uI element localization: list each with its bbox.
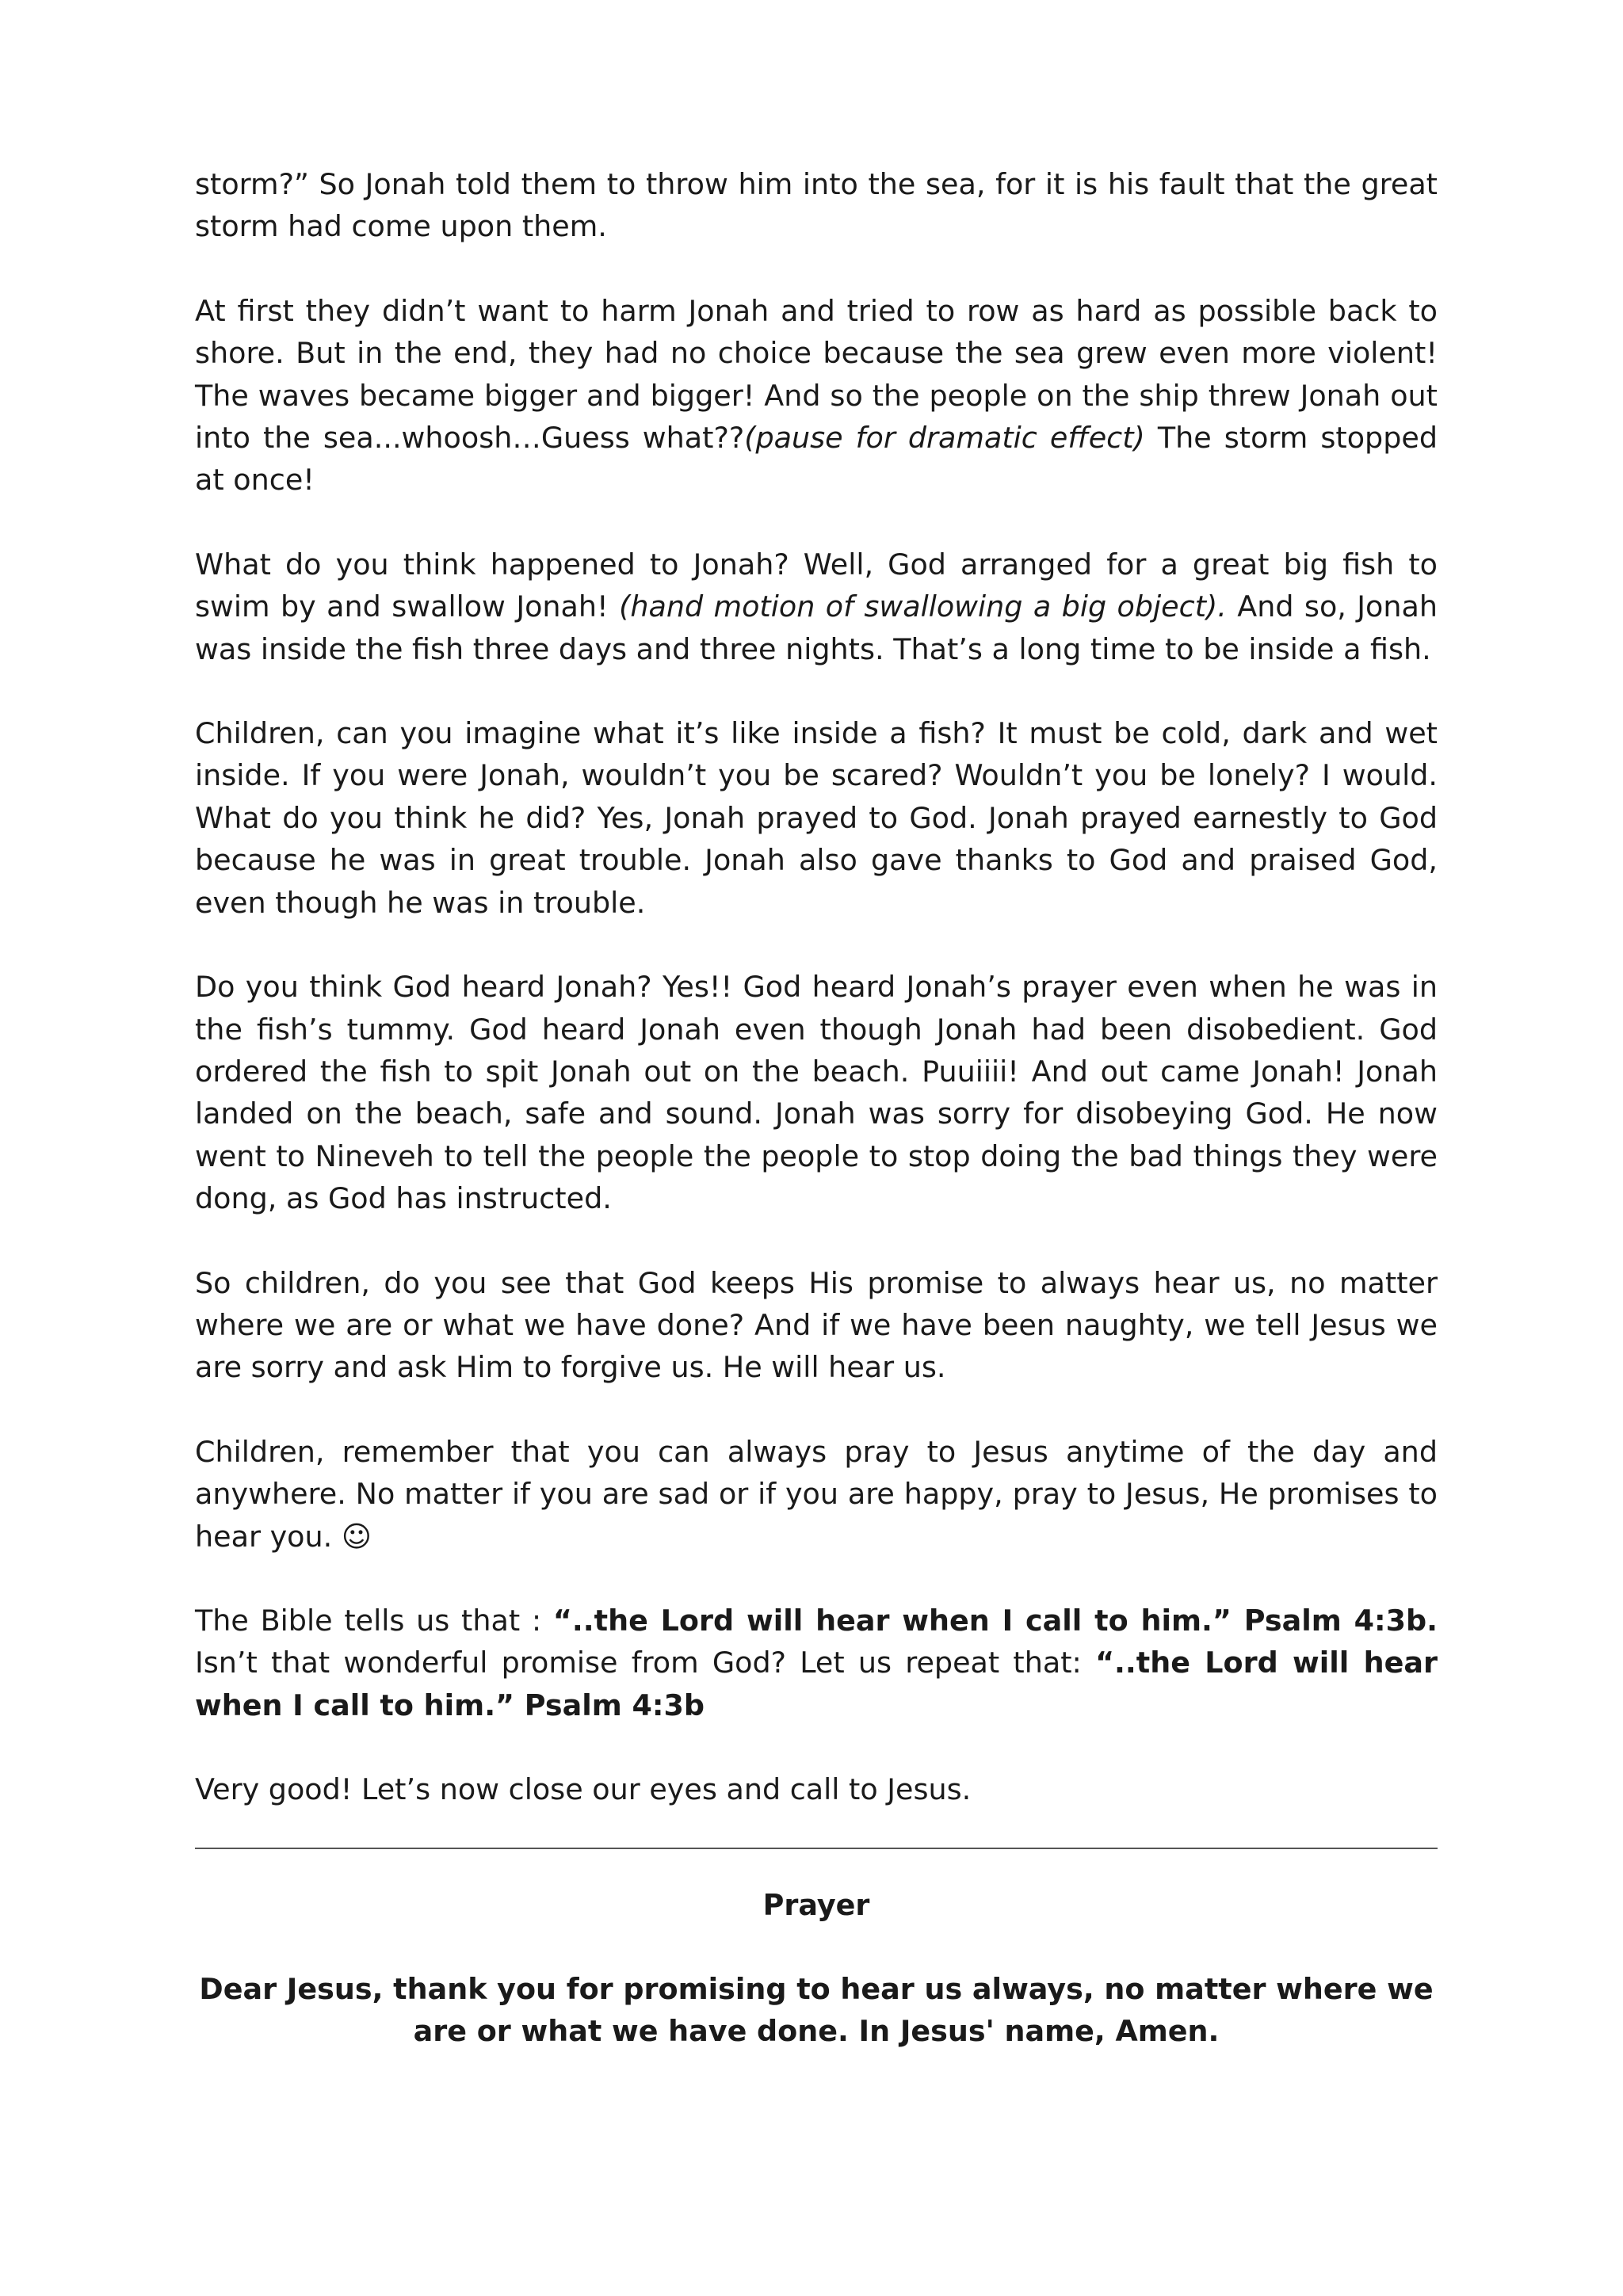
paragraph-text: The Bible tells us that : [195,1603,553,1638]
paragraph-text: storm?” So Jonah told them to throw him into the sea, for it is his fault that the great storm had come upon them. [195,167,1438,244]
stage-direction: (pause for dramatic effect) [744,421,1145,456]
document-page [195,163,1438,2053]
stage-direction: (hand motion of swallowing a big object). [619,589,1227,624]
paragraph-text: And so, Jonah was inside the fish three days and three nights. That’s a long time to be inside a fish. [195,589,1438,666]
paragraph-bible-verse [195,1600,1438,1726]
paragraph-text: Children, can you imagine what it’s like inside a fish? It must be cold, dark and wet inside. If you were Jonah, wouldn’t you be scared? Wouldn’t you be lonely? I would. What do you think he did? Yes, Jonah prayed to God. Jonah prayed earnestly to God because he was in great trouble. Jonah also gave thanks to God and praised God, even though he was in trouble. [195,716,1438,920]
prayer-text: Dear Jesus, thank you for promising to hear us always, no matter where we are or what we have done. In Jesus' name, Amen. [199,1972,1434,2049]
paragraph-pray-anytime [195,1431,1438,1558]
paragraph-thrown-overboard [195,290,1438,502]
paragraph-text: So children, do you see that God keeps His promise to always hear us, no matter where we are or what we have done? And if we have been naughty, we tell Jesus we are sorry and ask Him to forgive us. He will hear us. [195,1265,1438,1385]
paragraph-inside-fish [195,712,1438,924]
paragraph-promise [195,1262,1438,1389]
paragraph-text: Children, remember that you can always pray to Jesus anytime of the day and anywhere. No matter if you are sad or if you are happy, pray to Jesus, He promises to hear you. ☺ [195,1434,1438,1554]
paragraph-text: Very good! Let’s now close our eyes and call to Jesus. [195,1772,972,1807]
section-divider [195,1848,1438,1849]
paragraph-closing [195,1768,1438,1810]
paragraph-text: At first they didn’t want to harm Jonah and tried to row as hard as possible back to shore. But in the end, they had no choice because the sea grew even more violent! The waves became bigger and bigger! And so the people on the ship threw Jonah out into the sea...whoosh…Guess what?? [195,293,1438,456]
memory-verse: “..the Lord will hear when I call to him.” Psalm 4:3b. [552,1603,1438,1638]
memory-verse-repeat: “..the Lord will hear when I call to him.” Psalm 4:3b [195,1646,1438,1722]
paragraph-great-fish [195,543,1438,670]
paragraph-god-heard [195,966,1438,1219]
paragraph-storm [195,163,1438,248]
prayer-heading: Prayer [762,1887,870,1922]
paragraph-text: Do you think God heard Jonah? Yes!! God heard Jonah’s prayer even when he was in the fish’s tummy. God heard Jonah even though Jonah had been disobedient. God ordered the fish to spit Jonah out on the beach. Puuiiii! And out came Jonah! Jonah landed on the beach, safe and sound. Jonah was sorry for disobeying God. He now went to Nineveh to tell the people the people to stop doing the bad things they were dong, as God has instructed. [195,970,1438,1216]
paragraph-text: What do you think happened to Jonah? Well, God arranged for a great big fish to swim by and swallow Jonah! [195,547,1438,624]
paragraph-text: The storm stopped at once! [195,421,1438,498]
paragraph-text: Isn’t that wonderful promise from God? Let us repeat that: [195,1646,1096,1680]
